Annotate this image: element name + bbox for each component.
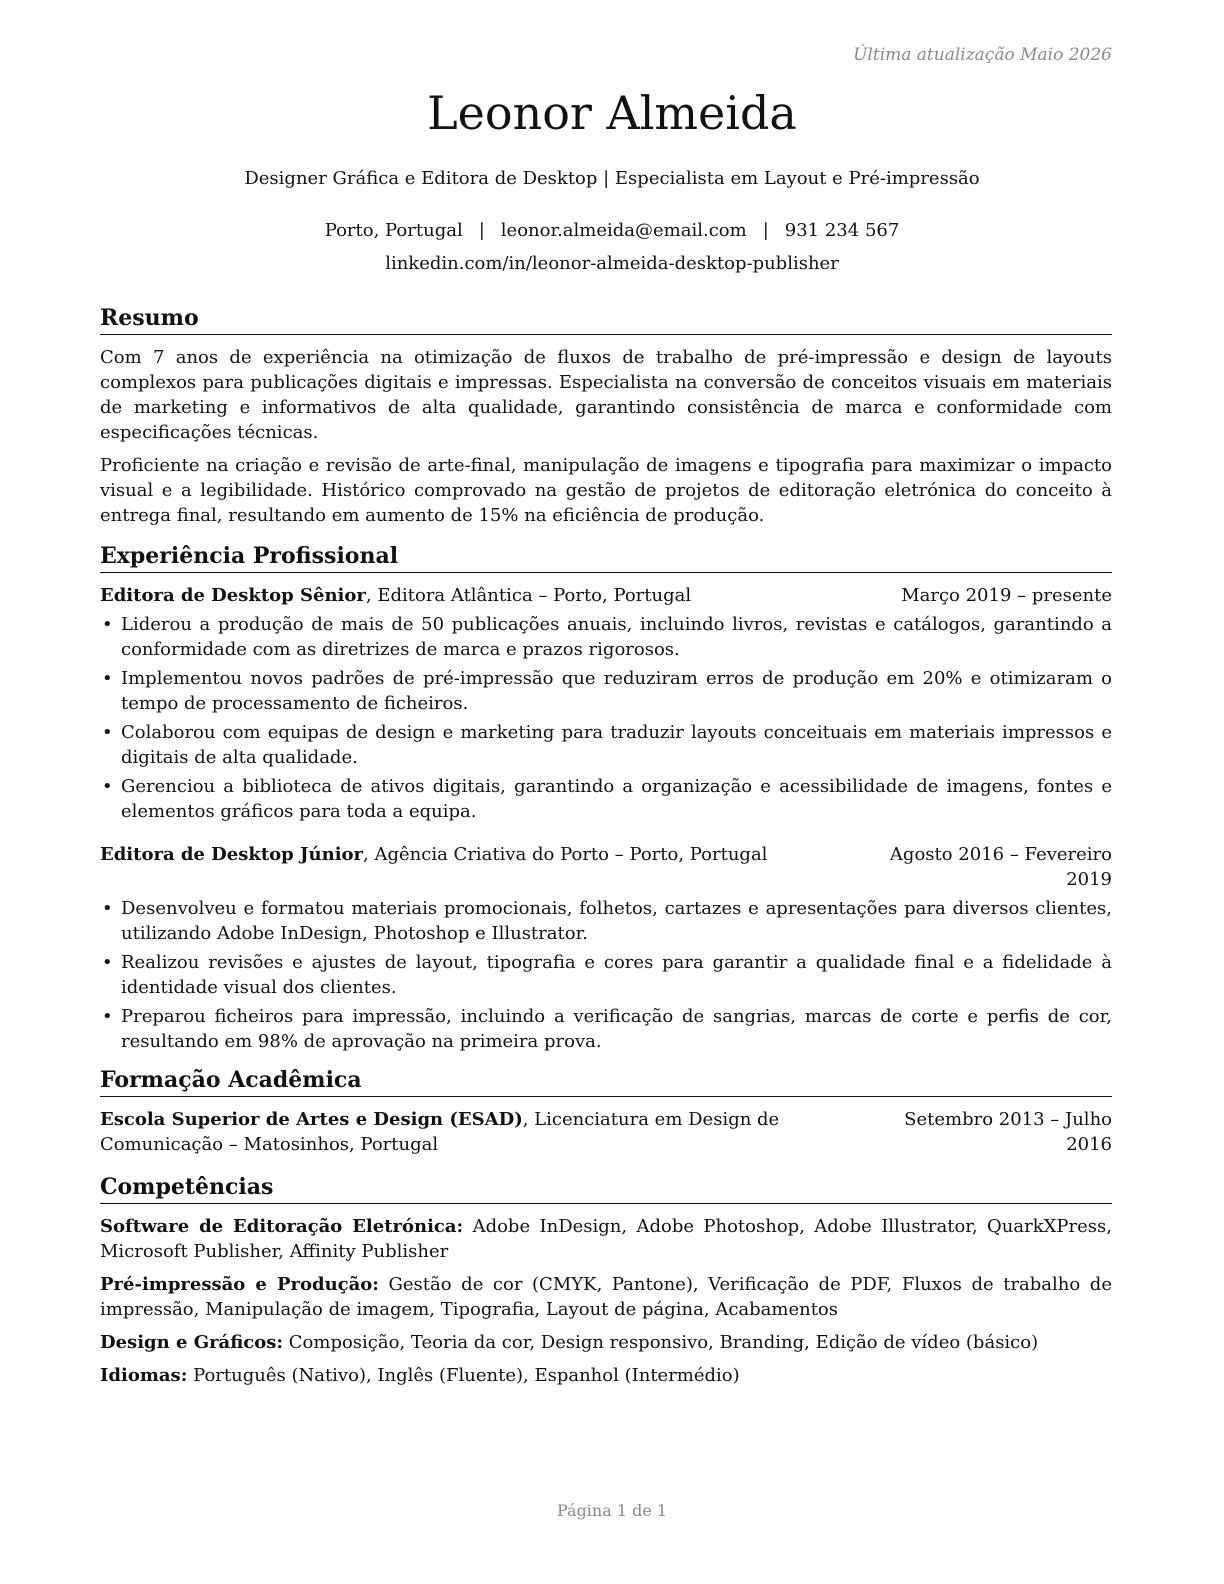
experience-section: [100, 542, 1112, 1054]
candidate-name: Leonor Almeida: [427, 86, 797, 140]
job-header: [100, 842, 1112, 892]
skill-row: [100, 1214, 1112, 1264]
school-name: Escola Superior de Artes e Design (ESAD): [100, 1109, 523, 1130]
page-number: Página 1 de 1: [556, 1501, 668, 1520]
bullet-item: • Desenvolveu e formatou materiais promocionais, folhetos, cartazes e apresentações para diversos clientes, utilizando Adobe InDesign, Photoshop e Illustrator.: [100, 896, 1112, 946]
summary-section: [100, 304, 1112, 528]
job-dates: Agosto 2016 – Fevereiro 2019: [889, 844, 1112, 890]
section-title-summary: Resumo: [100, 304, 1112, 335]
section-title-skills: Competências: [100, 1173, 1112, 1204]
bullet-item: • Realizou revisões e ajustes de layout, tipografia e cores para garantir a qualidade final e a fidelidade à identidade visual dos clientes.: [100, 950, 1112, 1000]
education-dates: Setembro 2013 – Julho 2016: [904, 1109, 1112, 1155]
skill-value: Adobe InDesign, Adobe Photoshop, Adobe Illustrator, QuarkXPress, Microsoft Publisher, Affinity Publisher: [100, 1216, 1112, 1262]
summary-paragraph: Proficiente na criação e revisão de arte-final, manipulação de imagens e tipografia para maximizar o impacto visual e a legibilidade. Histórico comprovado na gestão de projetos de editoração eletrónica do conceito à entrega final, resultando em aumento de 15% na eficiência de produção.: [100, 455, 1112, 526]
section-title-experience: Experiência Profissional: [100, 542, 1112, 573]
bullet-item: • Colaborou com equipas de design e marketing para traduzir layouts conceituais em materiais impressos e digitais de alta qualidade.: [100, 720, 1112, 770]
location: Porto, Portugal: [324, 220, 463, 241]
skill-label: Design e Gráficos:: [100, 1332, 284, 1353]
contact-line: [0, 220, 1224, 241]
skill-value: Português (Nativo), Inglês (Fluente), Espanhol (Intermédio): [187, 1365, 740, 1386]
separator: |: [762, 220, 769, 241]
skills-section: [100, 1173, 1112, 1388]
separator: |: [478, 220, 485, 241]
section-title-education: Formação Acadêmica: [100, 1066, 1112, 1097]
education-section: [100, 1066, 1112, 1157]
bullet-item: • Gerenciou a biblioteca de ativos digitais, garantindo a organização e acessibilidade de imagens, fontes e elementos gráficos para toda a equipa.: [100, 774, 1112, 824]
education-line: [100, 1107, 880, 1157]
summary-paragraph: Com 7 anos de experiência na otimização de fluxos de trabalho de pré-impressão e design de layouts complexos para publicações digitais e impressas. Especialista na conversão de conceitos visuais em materiais de marketing e informativos de alta qualidade, garantindo consistência de marca e conformidade com especificações técnicas.: [100, 347, 1112, 443]
job-dates: Março 2019 – presente: [901, 585, 1112, 606]
bullet-item: • Liderou a produção de mais de 50 publicações anuais, incluindo livros, revistas e catálogos, garantindo a conformidade com as diretrizes de marca e prazos rigorosos.: [100, 612, 1112, 662]
headline: Designer Gráfica e Editora de Desktop | Especialista em Layout e Pré-impressão: [244, 168, 980, 189]
job-bullets: [100, 896, 1112, 1054]
job-entry: [100, 583, 1112, 824]
skill-value: Composição, Teoria da cor, Design responsivo, Branding, Edição de vídeo (básico): [283, 1332, 1039, 1353]
skill-row: [100, 1272, 1112, 1322]
bullet-item: • Preparou ficheiros para impressão, incluindo a verificação de sangrias, marcas de corte e perfis de cor, resultando em 98% de aprovação na primeira prova.: [100, 1004, 1112, 1054]
skill-label: Idiomas:: [100, 1365, 188, 1386]
resume-body: [100, 304, 1112, 1396]
skill-label: Software de Editoração Eletrónica:: [100, 1216, 464, 1237]
job-entry: [100, 842, 1112, 1054]
skill-row: [100, 1363, 1112, 1388]
bullet-item: • Implementou novos padrões de pré-impressão que reduziram erros de produção em 20% e otimizaram o tempo de processamento de ficheiros.: [100, 666, 1112, 716]
job-title-line: [100, 583, 901, 608]
job-bullets: [100, 612, 1112, 824]
degree-details: , Licenciatura em Design de Comunicação – Matosinhos, Portugal: [100, 1109, 780, 1155]
job-title-line: [100, 842, 878, 892]
linkedin-link[interactable]: linkedin.com/in/leonor-almeida-desktop-publisher: [385, 253, 839, 274]
job-company: , Editora Atlântica – Porto, Portugal: [365, 585, 692, 606]
skill-value: Gestão de cor (CMYK, Pantone), Verificação de PDF, Fluxos de trabalho de impressão, Manipulação de imagem, Tipografia, Layout de página, Acabamentos: [100, 1274, 1112, 1320]
job-role: Editora de Desktop Sênior: [100, 585, 366, 606]
email-link[interactable]: leonor.almeida@email.com: [500, 220, 747, 241]
skill-label: Pré-impressão e Produção:: [100, 1274, 379, 1295]
education-entry: [100, 1107, 1112, 1157]
job-header: [100, 583, 1112, 608]
job-role: Editora de Desktop Júnior: [100, 844, 364, 865]
last-updated: Última atualização Maio 2026: [853, 45, 1112, 65]
skill-row: [100, 1330, 1112, 1355]
job-company: , Agência Criativa do Porto – Porto, Portugal: [363, 844, 768, 865]
phone: 931 234 567: [784, 220, 900, 241]
